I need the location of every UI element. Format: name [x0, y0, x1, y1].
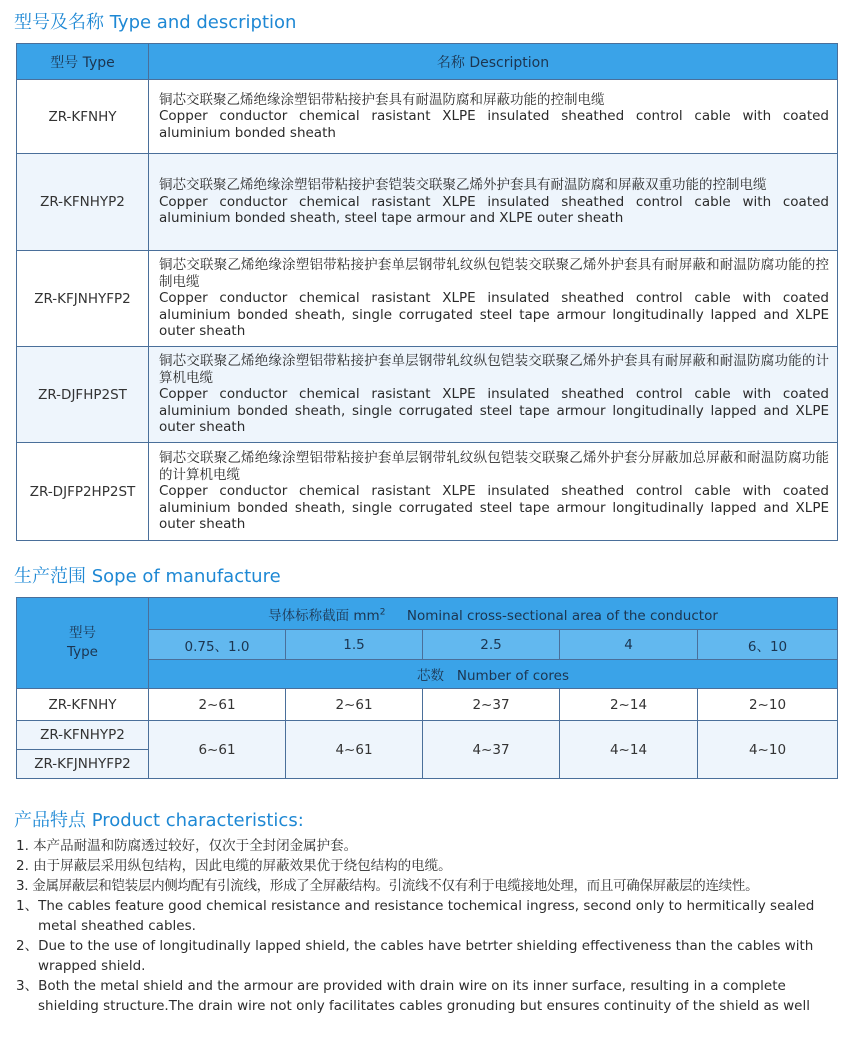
- model-cell: ZR-KFNHY: [17, 80, 149, 154]
- area-header: [149, 598, 838, 630]
- description-en: Copper conductor chemical rasistant XLPE insulated sheathed control cable with coated aluminium bonded sheath, steel tape armour and XLPE outer sheath: [159, 193, 829, 227]
- characteristic-cn: 1. 本产品耐温和防腐透过较好，仅次于全封闭金属护套。: [16, 838, 358, 854]
- model-cell: ZR-KFNHY: [17, 689, 149, 721]
- type-label-cn: 型号: [69, 625, 96, 641]
- description-en: Copper conductor chemical rasistant XLPE insulated sheathed control cable with coated aluminium bonded sheath, single corrugated steel tape armour longitudinally lapped and XLPE outer sheath: [159, 386, 829, 436]
- cores-cell: 4~37: [423, 721, 560, 779]
- description-en: Copper conductor chemical rasistant XLPE insulated sheathed control cable with coated aluminium bonded sheath, single corrugated steel tape armour longitudinally lapped and XLPE outer sheath: [159, 483, 829, 533]
- type-label-en: Type: [66, 644, 98, 660]
- cores-cell: 4~61: [286, 721, 423, 779]
- header-description: 名称 Description: [149, 44, 838, 80]
- cores-cell: 2~37: [423, 689, 560, 721]
- manufacture-scope-table: [16, 597, 838, 779]
- description-en: Copper conductor chemical rasistant XLPE insulated sheathed control cable with coated aluminium bonded sheath, single corrugated steel tape armour longitudinally lapped and XLPE outer sheath: [159, 290, 829, 340]
- area-header-sup: 2: [379, 607, 386, 617]
- characteristic-en: 3、Both the metal shield and the armour are provided with drain wire on its inner surface, resulting in a complete shielding structure.The drain wire not only facilitates cables gronuding but ensures continuity of the shield as well: [16, 978, 810, 1014]
- description-cn: 铜芯交联聚乙烯绝缘涂塑铝带粘接护套具有耐温防腐和屏蔽功能的控制电缆: [159, 91, 605, 108]
- table-row: [17, 154, 838, 251]
- model-cell: ZR-KFNHYP2: [17, 721, 149, 750]
- description-cn: 铜芯交联聚乙烯绝缘涂塑铝带粘接护套单层钢带轧纹纵包铠装交联聚乙烯外护套具有耐屏蔽和耐温防腐功能的计算机电缆: [159, 353, 829, 386]
- type-header-cell: [17, 598, 149, 689]
- model-cell: ZR-DJFP2HP2ST: [17, 443, 149, 541]
- characteristic-en: 1、The cables feature good chemical resistance and resistance tochemical ingress, second only to hermitically sealed metal sheathed cables.: [16, 898, 815, 934]
- area-value: 4: [560, 630, 698, 660]
- description-cn: 铜芯交联聚乙烯绝缘涂塑铝带粘接护套单层钢带轧纹纵包铠装交联聚乙烯外护套具有耐屏蔽和耐温防腐功能的控制电缆: [159, 257, 829, 290]
- cores-cell: 2~10: [698, 689, 838, 721]
- area-header-cn: 导体标称截面 mm: [268, 607, 380, 624]
- area-value: 6、10: [698, 630, 838, 660]
- model-cell: ZR-KFNHYP2: [17, 154, 149, 251]
- area-header-en: Nominal cross-sectional area of the conductor: [406, 607, 718, 624]
- header-type: 型号 Type: [17, 44, 149, 80]
- cores-cell: 4~10: [698, 721, 838, 779]
- description-cell: [149, 154, 838, 251]
- characteristic-en: 2、Due to the use of longitudinally lapped shield, the cables have betrter shielding effectiveness than the cables with wrapped shield.: [16, 938, 814, 974]
- description-cell: [149, 251, 838, 347]
- cores-header: 芯数 Number of cores: [149, 660, 838, 689]
- table-header-row: [17, 44, 838, 80]
- description-cell: [149, 347, 838, 443]
- section-title-type: 型号及名称 Type and description: [14, 12, 297, 33]
- characteristic-cn: 3. 金属屏蔽层和铠装层内侧均配有引流线，形成了全屏蔽结构。引流线不仅有利于电缆接地处理，而且可确保屏蔽层的连续性。: [16, 878, 759, 894]
- description-cn: 铜芯交联聚乙烯绝缘涂塑铝带粘接护套单层钢带轧纹纵包铠装交联聚乙烯外护套分屏蔽加总屏蔽和耐温防腐功能的计算机电缆: [159, 450, 829, 483]
- model-cell: ZR-KFJNHYFP2: [17, 251, 149, 347]
- area-value: 0.75、1.0: [149, 630, 286, 660]
- section-title-characteristics: 产品特点 Product characteristics:: [14, 810, 304, 831]
- cores-cell: 6~61: [149, 721, 286, 779]
- description-cell: [149, 80, 838, 154]
- model-cell: ZR-DJFHP2ST: [17, 347, 149, 443]
- table-row: [17, 347, 838, 443]
- cores-cell: 2~14: [560, 689, 698, 721]
- description-en: Copper conductor chemical rasistant XLPE insulated sheathed control cable with coated aluminium bonded sheath: [159, 108, 829, 141]
- description-cell: [149, 443, 838, 541]
- area-value: 1.5: [286, 630, 423, 660]
- cores-cell: 2~61: [286, 689, 423, 721]
- description-cn: 铜芯交联聚乙烯绝缘涂塑铝带粘接护套铠装交联聚乙烯外护套具有耐温防腐和屏蔽双重功能的控制电缆: [159, 177, 767, 194]
- area-header-row: [17, 598, 838, 630]
- table-row: [17, 689, 838, 721]
- table-row: [17, 721, 838, 750]
- table-row: [17, 251, 838, 347]
- section-title-manufacture: 生产范围 Sope of manufacture: [14, 566, 281, 587]
- cores-cell: 4~14: [560, 721, 698, 779]
- table-row: [17, 443, 838, 541]
- characteristics-list: [16, 836, 846, 1016]
- characteristic-cn: 2. 由于屏蔽层采用纵包结构，因此电缆的屏蔽效果优于绕包结构的电缆。: [16, 858, 452, 874]
- type-description-table: [16, 43, 838, 541]
- table-row: [17, 80, 838, 154]
- model-cell: ZR-KFJNHYFP2: [17, 750, 149, 779]
- cores-cell: 2~61: [149, 689, 286, 721]
- area-value: 2.5: [423, 630, 560, 660]
